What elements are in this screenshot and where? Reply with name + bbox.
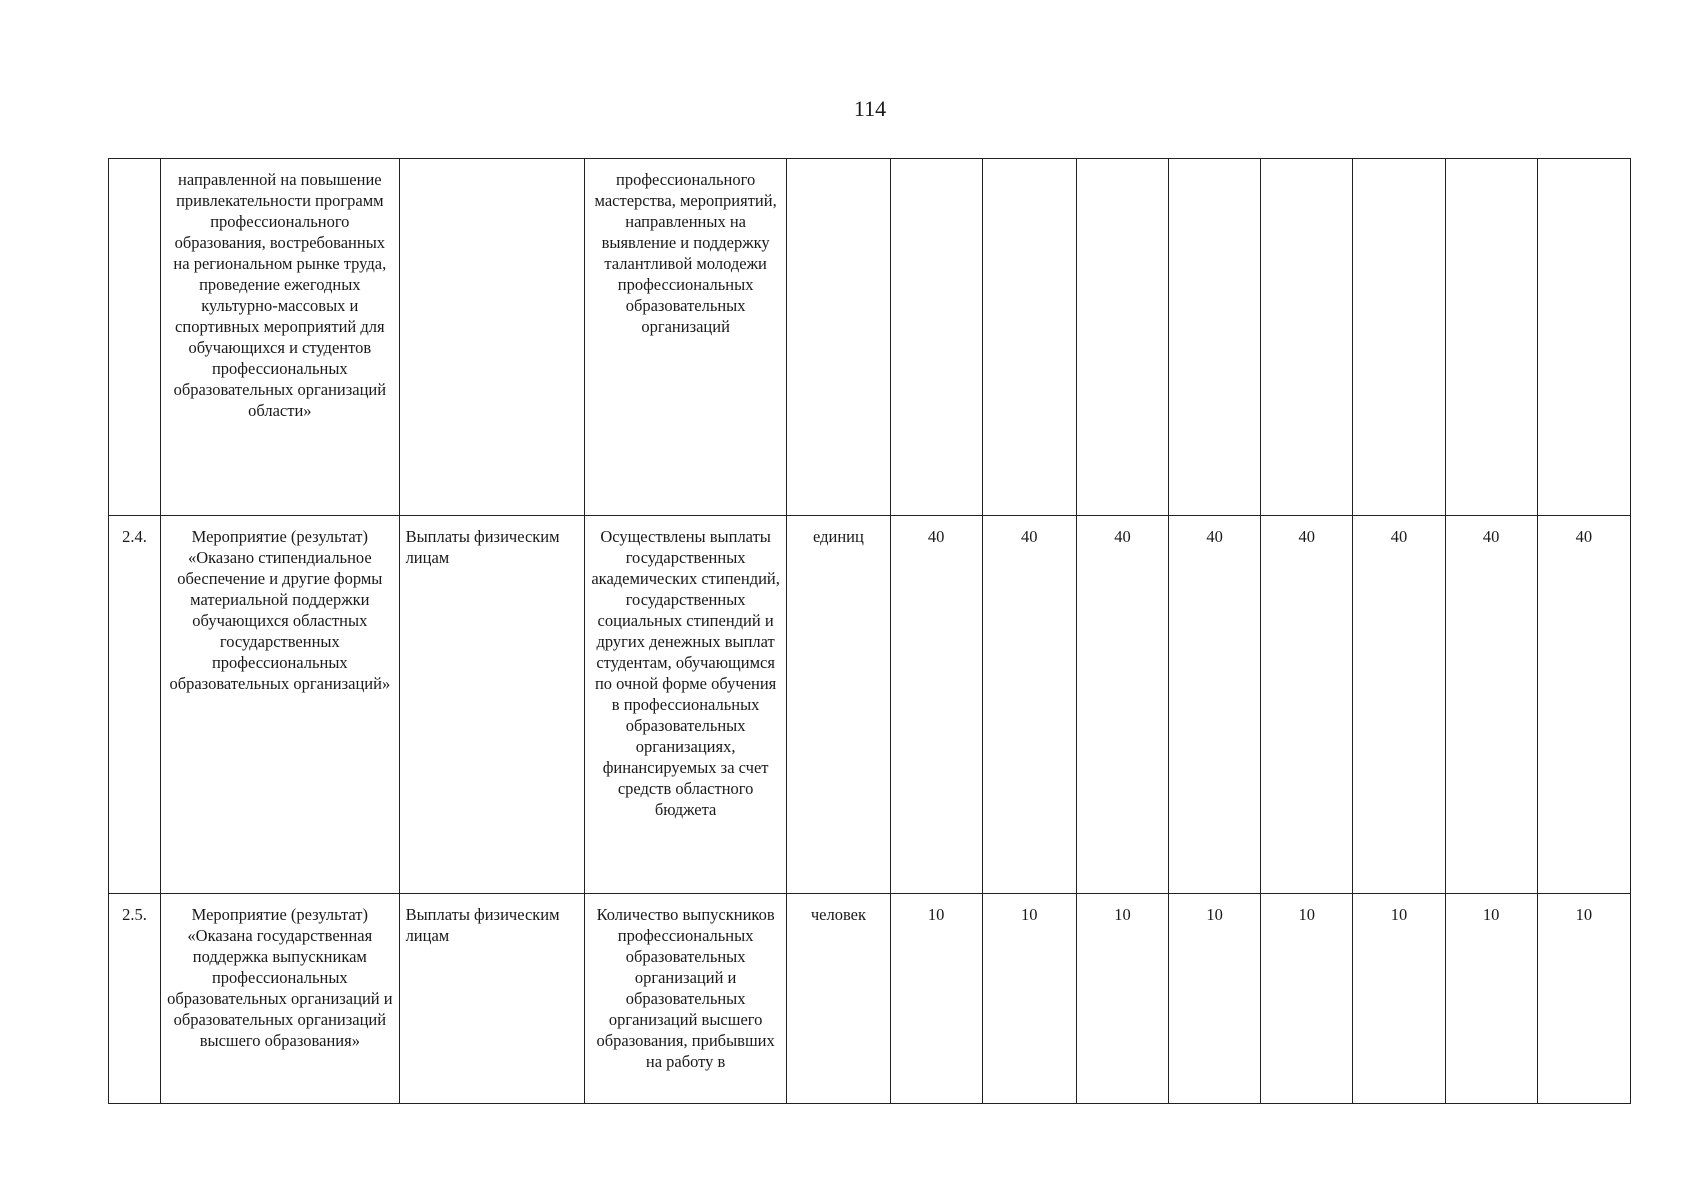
value-cell: 40 xyxy=(890,516,982,894)
event-characteristic: профессионального мастерства, мероприятий, направленных на выявление и поддержку талантливой молодежи профессиональных образовательных организаций xyxy=(584,159,786,516)
value-cell: 40 xyxy=(1353,516,1445,894)
value-cell xyxy=(1537,159,1630,516)
value-cell xyxy=(890,159,982,516)
row-number xyxy=(109,159,161,516)
value-cell: 10 xyxy=(1537,894,1630,1104)
row-number: 2.4. xyxy=(109,516,161,894)
unit xyxy=(787,159,890,516)
value-cell: 40 xyxy=(1445,516,1537,894)
value-cell xyxy=(1353,159,1445,516)
value-cell: 40 xyxy=(1169,516,1261,894)
event-name: Мероприятие (результат) «Оказано стипендиальное обеспечение и другие формы материальной поддержки обучающихся областных государственных профессиональных образовательных организаций» xyxy=(161,516,399,894)
table-row xyxy=(109,894,1631,1104)
event-name: направленной на повышение привлекательности программ профессионального образования, востребованных на региональном рынке труда, проведение ежегодных культурно-массовых и спортивных мероприятий для обучающихся и студентов профессиональных образовательных организаций области» xyxy=(161,159,399,516)
value-cell: 10 xyxy=(1076,894,1168,1104)
row-number: 2.5. xyxy=(109,894,161,1104)
value-cell: 40 xyxy=(1076,516,1168,894)
value-cell xyxy=(1169,159,1261,516)
value-cell xyxy=(1261,159,1353,516)
value-cell: 10 xyxy=(982,894,1076,1104)
value-cell: 40 xyxy=(982,516,1076,894)
value-cell: 10 xyxy=(890,894,982,1104)
value-cell: 10 xyxy=(1169,894,1261,1104)
value-cell: 10 xyxy=(1445,894,1537,1104)
event-name: Мероприятие (результат) «Оказана государственная поддержка выпускникам профессиональных образовательных организаций и образовательных организаций высшего образования» xyxy=(161,894,399,1104)
value-cell: 10 xyxy=(1261,894,1353,1104)
value-cell: 10 xyxy=(1353,894,1445,1104)
value-cell xyxy=(982,159,1076,516)
value-cell: 40 xyxy=(1261,516,1353,894)
table-row xyxy=(109,516,1631,894)
event-characteristic: Осуществлены выплаты государственных академических стипендий, государственных социальных стипендий и других денежных выплат студентам, обучающимся по очной форме обучения в профессиональных образовательных организациях, финансируемых за счет средств областного бюджета xyxy=(584,516,786,894)
event-type: Выплаты физическим лицам xyxy=(399,516,584,894)
value-cell xyxy=(1445,159,1537,516)
page-number: 114 xyxy=(853,96,887,121)
event-type: Выплаты физическим лицам xyxy=(399,894,584,1104)
results-table xyxy=(108,158,1631,1104)
event-type xyxy=(399,159,584,516)
value-cell: 40 xyxy=(1537,516,1630,894)
value-cell xyxy=(1076,159,1168,516)
table-row xyxy=(109,159,1631,516)
event-characteristic: Количество выпускников профессиональных образовательных организаций и образовательных организаций высшего образования, прибывших на работу в xyxy=(584,894,786,1104)
unit: единиц xyxy=(787,516,890,894)
unit: человек xyxy=(787,894,890,1104)
